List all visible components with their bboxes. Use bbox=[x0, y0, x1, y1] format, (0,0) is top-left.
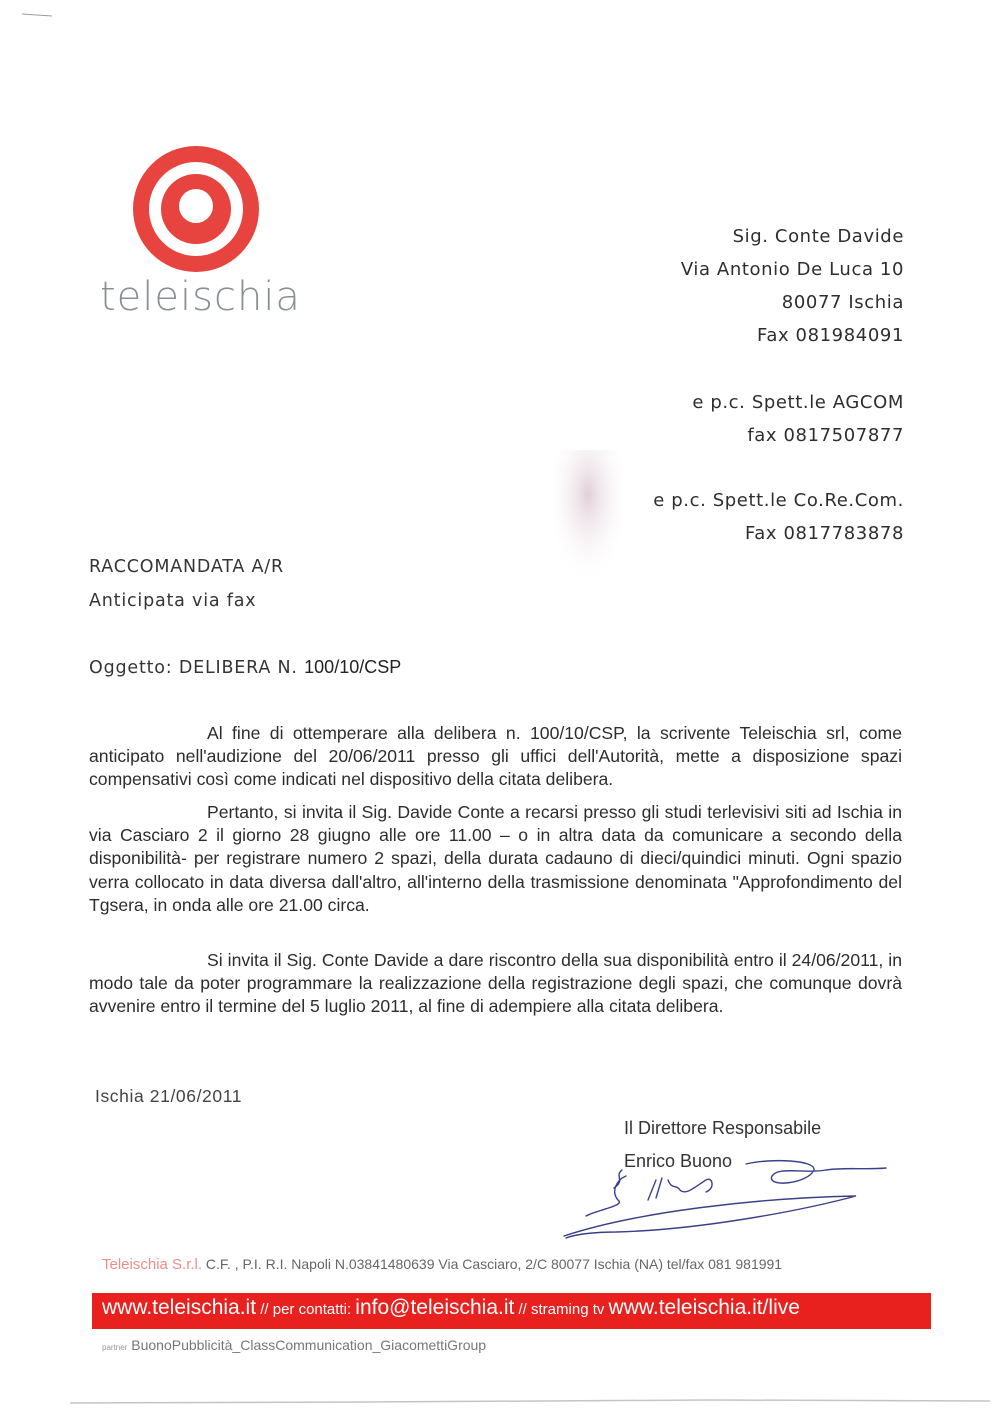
handwritten-signature bbox=[556, 1140, 896, 1270]
body-paragraph bbox=[89, 801, 902, 917]
partner-list: BuonoPubblicità_ClassCommunication_GiacomettiGroup bbox=[131, 1337, 487, 1353]
contacts-label: // per contatti: bbox=[256, 1301, 356, 1318]
streaming-label: // straming tv bbox=[514, 1301, 609, 1318]
delivery-advance: Anticipata via fax bbox=[89, 591, 257, 611]
signer-name: Enrico Buono bbox=[624, 1151, 733, 1171]
website-link[interactable]: www.teleischia.it bbox=[102, 1296, 257, 1319]
signer-title: Il Direttore Responsabile bbox=[624, 1118, 822, 1138]
partner-label: partner bbox=[102, 1343, 128, 1352]
recipient-street: Via Antonio De Luca 10 bbox=[680, 259, 904, 280]
teleischia-logo-icon bbox=[133, 146, 259, 272]
company-info bbox=[102, 1256, 782, 1273]
place-date: Ischia 21/06/2011 bbox=[95, 1086, 243, 1106]
cc-agcom: e p.c. Spett.le AGCOM bbox=[692, 392, 904, 413]
body-paragraph bbox=[89, 949, 902, 1019]
live-stream-link[interactable]: www.teleischia.it/live bbox=[608, 1296, 800, 1319]
scan-edge-line bbox=[70, 1396, 990, 1406]
recipient-name: Sig. Conte Davide bbox=[732, 226, 904, 247]
cc-corecom: e p.c. Spett.le Co.Re.Com. bbox=[653, 490, 904, 511]
cc-agcom-fax: fax 0817507877 bbox=[747, 425, 904, 446]
recipient-city: 80077 Ischia bbox=[781, 292, 904, 313]
company-name: Teleischia S.r.l. bbox=[102, 1256, 203, 1273]
partner-line bbox=[102, 1337, 486, 1353]
company-registry: C.F. , P.I. R.I. Napoli N.03841480639 Via Casciaro, 2/C 80077 Ischia (NA) tel/fax 081 981991 bbox=[202, 1256, 783, 1272]
subject-value: 100/10/CSP bbox=[304, 657, 402, 677]
body-paragraph-text: Pertanto, si invita il Sig. Davide Conte a recarsi presso gli studi terlevisivi siti ad Ischia in via Casciaro 2 il giorno 28 giugno alle ore 11.00 – o in altra data da comunicare a secondo della disponibilità- per registrare numero 2 spazi, della durata cadauno di dieci/quindici minuti. Ogni spazio verra collocato in data diversa dall'altro, all'interno della trasmissione denominata "Approfondimento del Tgsera, in onda alle ore 21.00 circa. bbox=[89, 802, 902, 915]
delivery-method: RACCOMANDATA A/R bbox=[89, 557, 284, 577]
fax-smudge bbox=[553, 450, 623, 600]
subject-label: Oggetto: DELIBERA N. bbox=[89, 658, 305, 678]
body-paragraph bbox=[89, 722, 902, 792]
recipient-fax: Fax 081984091 bbox=[757, 325, 904, 346]
body-paragraph-text: Si invita il Sig. Conte Davide a dare riscontro della sua disponibilità entro il 24/06/2011, in modo tale da poter programmare la realizzazione della registrazione degli spazi, che comunque dovrà avvenire entro il termine del 5 luglio 2011, al fine di adempiere alla citata delibera. bbox=[89, 950, 902, 1017]
email-link[interactable]: info@teleischia.it bbox=[355, 1296, 515, 1319]
contact-bar bbox=[92, 1293, 931, 1329]
subject-line bbox=[89, 657, 401, 678]
cc-corecom-fax: Fax 0817783878 bbox=[744, 523, 904, 544]
scan-mark bbox=[22, 12, 52, 18]
body-paragraph-text: Al fine di ottemperare alla delibera n. 100/10/CSP, la scrivente Teleischia srl, come anticipato nell'audizione del 20/06/2011 presso gli uffici dell'Autorità, mette a disposizione spazi compensativi così come indicati nel dispositivo della citata delibera. bbox=[89, 723, 902, 790]
logo-wordmark: teleischia bbox=[100, 274, 301, 320]
